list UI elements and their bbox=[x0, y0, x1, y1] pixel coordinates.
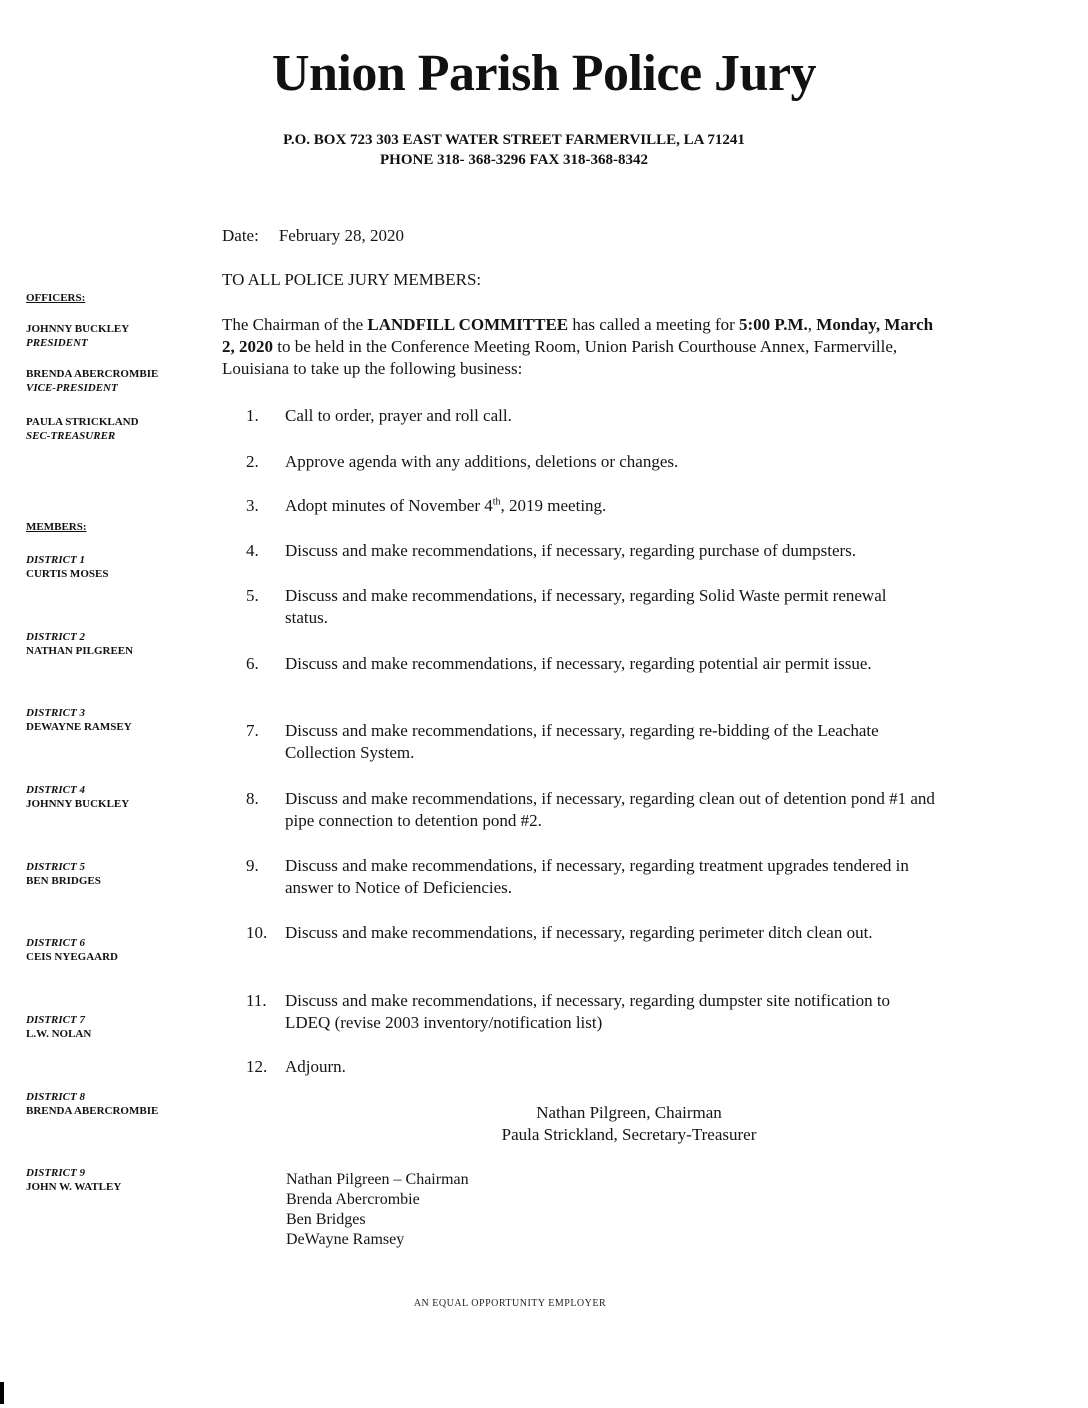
officer-entry bbox=[26, 367, 158, 395]
member-name: CURTIS MOSES bbox=[26, 568, 109, 580]
officers-heading: OFFICERS: bbox=[26, 292, 86, 304]
agenda-item-text: Call to order, prayer and roll call. bbox=[285, 406, 512, 425]
member-district: DISTRICT 9 bbox=[26, 1167, 85, 1179]
member-entry bbox=[26, 630, 133, 658]
agenda-item bbox=[246, 990, 926, 1034]
officer-name: BRENDA ABERCROMBIE bbox=[26, 368, 159, 380]
signature-secretary: Paula Strickland, Secretary-Treasurer bbox=[501, 1125, 757, 1144]
officer-role: PRESIDENT bbox=[26, 337, 88, 349]
member-entry bbox=[26, 1090, 158, 1118]
intro-part2: has called a meeting for bbox=[568, 315, 740, 334]
agenda-item bbox=[246, 788, 941, 832]
agenda-item bbox=[246, 585, 926, 629]
member-name: JOHN W. WATLEY bbox=[26, 1181, 122, 1193]
member-district: DISTRICT 5 bbox=[26, 861, 85, 873]
member-entry bbox=[26, 706, 132, 734]
intro-part3: , bbox=[807, 315, 813, 334]
agenda-item-text: Discuss and make recommendations, if necessary, regarding clean out of detention pond #1 and pipe connection to detention pond #2. bbox=[285, 789, 935, 830]
meeting-date: Monday, March 2, 2020 bbox=[222, 315, 934, 356]
agenda-item-number: 7. bbox=[246, 721, 259, 740]
member-name: CEIS NYEGAARD bbox=[26, 951, 118, 963]
date-value: February 28, 2020 bbox=[278, 226, 404, 245]
agenda-item-text: Discuss and make recommendations, if necessary, regarding re-bidding of the Leachate Collection System. bbox=[285, 721, 879, 762]
agenda-item bbox=[246, 405, 966, 427]
agenda-item-text-after: , 2019 meeting. bbox=[500, 496, 607, 515]
agenda-item-text: Approve agenda with any additions, deletions or changes. bbox=[285, 452, 679, 471]
agenda-item-number: 10. bbox=[246, 923, 268, 942]
officer-name: JOHNNY BUCKLEY bbox=[26, 323, 130, 335]
agenda-item-text: Discuss and make recommendations, if necessary, regarding potential air permit issue. bbox=[285, 654, 872, 673]
agenda-item-number: 11. bbox=[246, 991, 267, 1010]
agenda-item-text-before: Adopt minutes of November 4 bbox=[285, 496, 493, 515]
agenda-item-text: Discuss and make recommendations, if necessary, regarding purchase of dumpsters. bbox=[285, 541, 857, 560]
agenda-item-text bbox=[285, 495, 966, 517]
committee-name: LANDFILL COMMITTEE bbox=[367, 315, 569, 334]
member-entry bbox=[26, 553, 108, 581]
intro-part1: The Chairman of the bbox=[222, 315, 368, 334]
committee-member: Nathan Pilgreen – Chairman bbox=[286, 1171, 469, 1188]
member-name: NATHAN PILGREEN bbox=[26, 645, 134, 657]
members-heading: MEMBERS: bbox=[26, 521, 87, 533]
officer-entry bbox=[26, 415, 139, 443]
mailing-address: P.O. BOX 723 303 EAST WATER STREET FARMERVILLE, LA 71241 bbox=[283, 132, 745, 148]
committee-member: Brenda Abercrombie bbox=[286, 1191, 420, 1208]
agenda-item-number: 3. bbox=[246, 496, 259, 515]
member-name: JOHNNY BUCKLEY bbox=[26, 798, 130, 810]
phone-fax: PHONE 318- 368-3296 FAX 318-368-8342 bbox=[379, 152, 649, 168]
member-district: DISTRICT 7 bbox=[26, 1014, 85, 1026]
agenda-item bbox=[246, 540, 976, 562]
member-entry bbox=[26, 783, 129, 811]
member-entry bbox=[26, 1166, 121, 1194]
meeting-notice-paragraph bbox=[222, 314, 942, 380]
agenda-item-number: 9. bbox=[246, 856, 259, 875]
agenda-item-number: 6. bbox=[246, 654, 259, 673]
salutation: TO ALL POLICE JURY MEMBERS: bbox=[222, 270, 482, 289]
date-label: Date: bbox=[222, 226, 259, 245]
agenda-item-number: 1. bbox=[246, 406, 259, 425]
agenda-item-number: 2. bbox=[246, 452, 259, 471]
officer-entry bbox=[26, 322, 129, 350]
member-district: DISTRICT 3 bbox=[26, 707, 85, 719]
officer-role: VICE-PRESIDENT bbox=[26, 382, 118, 394]
intro-part4: to be held in the Conference Meeting Room, Union Parish Courthouse Annex, Farmerville, Louisiana to take up the following business: bbox=[222, 337, 898, 378]
agenda-item-number: 4. bbox=[246, 541, 259, 560]
member-district: DISTRICT 8 bbox=[26, 1091, 85, 1103]
member-district: DISTRICT 1 bbox=[26, 554, 85, 566]
member-name: DEWAYNE RAMSEY bbox=[26, 721, 132, 733]
ordinal-suffix: th bbox=[492, 496, 501, 508]
agenda-item bbox=[246, 922, 941, 944]
agenda-item bbox=[246, 720, 926, 764]
committee-member: DeWayne Ramsey bbox=[286, 1231, 405, 1248]
agenda-item bbox=[246, 855, 926, 899]
date-line bbox=[222, 226, 404, 246]
agenda-item-text: Discuss and make recommendations, if necessary, regarding Solid Waste permit renewal status. bbox=[285, 586, 887, 627]
agenda-item-number: 8. bbox=[246, 789, 259, 808]
meeting-time: 5:00 P.M. bbox=[739, 315, 808, 334]
agenda-item bbox=[246, 495, 966, 517]
member-district: DISTRICT 4 bbox=[26, 784, 85, 796]
member-entry bbox=[26, 860, 101, 888]
member-district: DISTRICT 2 bbox=[26, 631, 85, 643]
committee-member: Ben Bridges bbox=[286, 1211, 366, 1228]
member-name: BRENDA ABERCROMBIE bbox=[26, 1105, 159, 1117]
member-entry bbox=[26, 936, 118, 964]
member-name: BEN BRIDGES bbox=[26, 875, 101, 887]
scan-edge-mark bbox=[0, 1382, 4, 1404]
agenda-item-text: Discuss and make recommendations, if necessary, regarding dumpster site notification to LDEQ (revise 2003 inventory/notification list) bbox=[285, 991, 891, 1032]
member-name: L.W. NOLAN bbox=[26, 1028, 92, 1040]
officer-name: PAULA STRICKLAND bbox=[26, 416, 139, 428]
agenda-item-number: 5. bbox=[246, 586, 259, 605]
member-district: DISTRICT 6 bbox=[26, 937, 85, 949]
agenda-item-text: Discuss and make recommendations, if necessary, regarding treatment upgrades tendered in answer to Notice of Deficiencies. bbox=[285, 856, 909, 897]
signature-chairman: Nathan Pilgreen, Chairman bbox=[536, 1103, 722, 1122]
agenda-item-number: 12. bbox=[246, 1057, 268, 1076]
organization-title: Union Parish Police Jury bbox=[271, 45, 817, 102]
agenda-item-text: Discuss and make recommendations, if necessary, regarding perimeter ditch clean out. bbox=[285, 923, 873, 942]
officer-role: SEC-TREASURER bbox=[26, 430, 116, 442]
footer-eeo: AN EQUAL OPPORTUNITY EMPLOYER bbox=[413, 1298, 607, 1309]
agenda-item bbox=[246, 653, 926, 675]
member-entry bbox=[26, 1013, 91, 1041]
agenda-item bbox=[246, 1056, 966, 1078]
agenda-item bbox=[246, 451, 966, 473]
agenda-item-text: Adjourn. bbox=[285, 1057, 346, 1076]
